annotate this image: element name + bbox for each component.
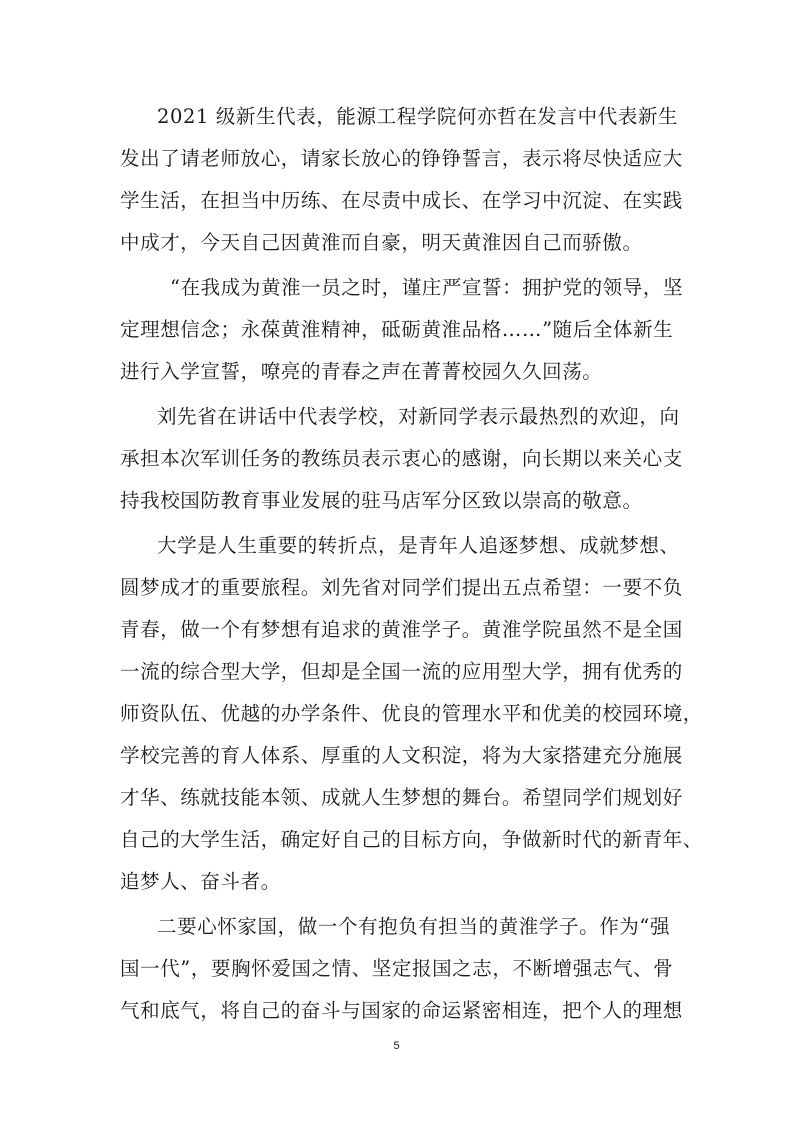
text-line: 一流的综合型大学，但却是全国一流的应用型大学，拥有优秀的 [120, 660, 683, 683]
paragraph-student-speech [120, 96, 683, 264]
text-line: 发出了请老师放心，请家长放心的铮铮誓言，表示将尽快适应大 [120, 147, 683, 170]
page-number: 5 [393, 1040, 400, 1052]
text-line: 持我校国防教育事业发展的驻马店军分区致以崇高的敬意。 [120, 489, 643, 512]
text-line: 承担本次军训任务的教练员表示衷心的感谢，向长期以来关心支 [120, 447, 683, 470]
text-line: 国一代”，要胸怀爱国之情、坚定报国之志，不断增强志气、骨 [120, 957, 674, 980]
text-line: 圆梦成才的重要旅程。刘先省对同学们提出五点希望：一要不负 [120, 576, 683, 599]
text-line: 进行入学宣誓，嘹亮的青春之声在菁菁校园久久回荡。 [120, 360, 603, 383]
text-line: 二要心怀家国，做一个有抱负有担当的黄淮学子。作为“强 [157, 915, 671, 938]
text-line: 师资队伍、优越的办学条件、优良的管理水平和优美的校园环境， [120, 702, 703, 725]
text-line: 学生活，在担当中历练、在尽责中成长、在学习中沉淀、在实践 [120, 189, 683, 212]
text-line: 才华、练就技能本领、成就人生梦想的舞台。希望同学们规划好 [120, 786, 683, 809]
body-text [120, 96, 703, 1035]
text-line: 青春，做一个有梦想有追求的黄淮学子。黄淮学院虽然不是全国 [120, 618, 683, 641]
text-line: 刘先省在讲话中代表学校，对新同学表示最热烈的欢迎，向 [157, 405, 680, 428]
text-line: 气和底气，将自己的奋斗与国家的命运紧密相连，把个人的理想 [120, 999, 683, 1022]
text-line: 大学是人生重要的转折点，是青年人追逐梦想、成就梦想、 [157, 534, 680, 557]
text-line: 自己的大学生活，确定好自己的目标方向，争做新时代的新青年、 [120, 828, 703, 851]
paragraph-speech-thanks [120, 396, 683, 522]
text-line: 定理想信念；永葆黄淮精神，砥砺黄淮品格……”随后全体新生 [120, 318, 674, 341]
text-line: 中成才，今天自己因黄淮而自豪，明天黄淮因自己而骄傲。 [120, 231, 643, 254]
text-line: “在我成为黄淮一员之时，谨庄严宣誓：拥护党的领导，坚 [170, 276, 684, 299]
text-line: 2021 级新生代表，能源工程学院何亦哲在发言中代表新生 [157, 105, 679, 128]
text-line: 追梦人、奋斗者。 [120, 870, 281, 893]
text-line: 学校完善的育人体系、厚重的人文积淀，将为大家搭建充分施展 [120, 744, 683, 767]
paragraph-oath [120, 267, 684, 393]
paragraph-first-hope [120, 525, 703, 903]
paragraph-second-hope [120, 906, 683, 1032]
